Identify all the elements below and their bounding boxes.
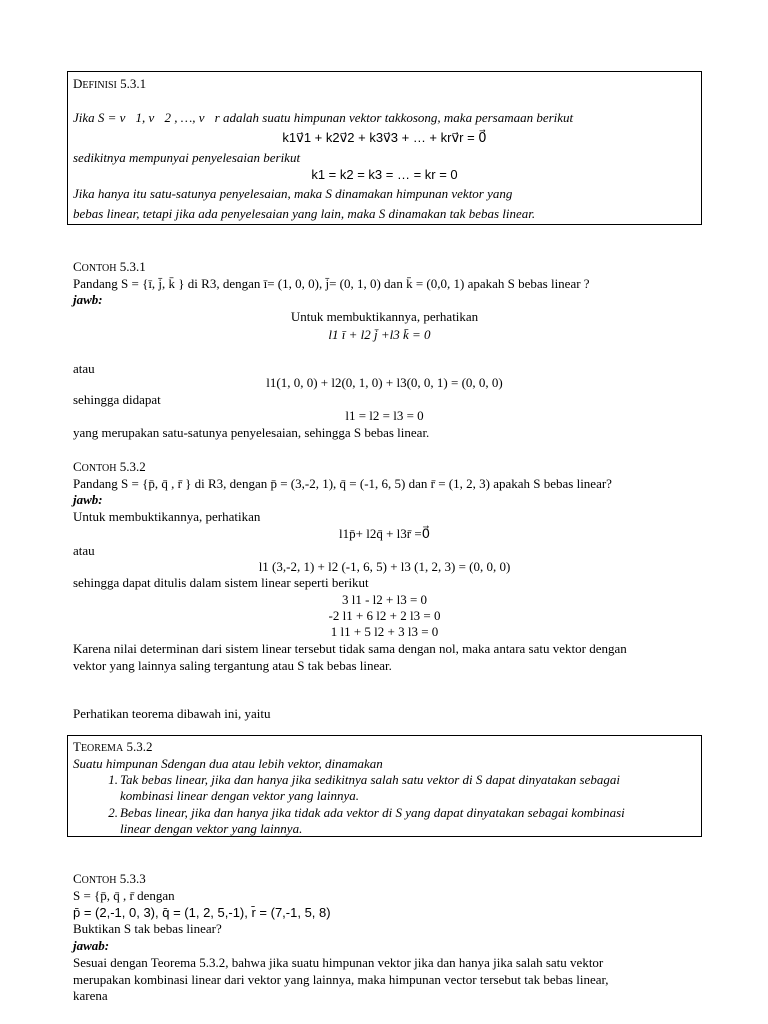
definition-box xyxy=(67,71,702,225)
answer-label: jawb: xyxy=(73,292,103,307)
example-heading: CONTOH 5.3.2 xyxy=(73,459,146,474)
definition-line: Jika S = v⃗1, v⃗2 , …, v⃗r adalah suatu himpunan vektor takkosong, maka persamaan berikut xyxy=(73,110,574,125)
answer-label: jawab: xyxy=(73,938,110,953)
theorem-item xyxy=(98,805,698,837)
theorem-item-number: 2. xyxy=(108,805,118,820)
example-text: Sesuai dengan Teorema 5.3.2, bahwa jika suatu himpunan vektor jika dan hanya jika salah satu vektor xyxy=(73,955,604,970)
example-question: Pandang S = {p̄, q̄ , r̄ } di R3, dengan p̄ = (3,-2, 1), q̄ = (-1, 6, 5) dan r̄ = (1, 2, 3) apakah S bebas linear? xyxy=(73,476,612,491)
example-text: atau xyxy=(73,543,95,558)
example-conclusion: vektor yang lainnya saling tergantung atau S tak bebas linear. xyxy=(73,658,392,673)
example-equation: l1p̄+ l2q̄ + l3r̄ =0⃗ xyxy=(339,526,430,541)
answer-label: jawb: xyxy=(73,492,103,507)
theorem-item xyxy=(98,772,698,804)
definition-equation: k1 = k2 = k3 = … = kr = 0 xyxy=(311,167,458,182)
example-text: karena xyxy=(73,988,108,1003)
example-equation: l1 = l2 = l3 = 0 xyxy=(345,408,424,423)
example-text: Untuk membuktikannya, perhatikan xyxy=(73,509,261,524)
example-text: Untuk membuktikannya, perhatikan xyxy=(290,309,479,324)
system-equation: 1 l1 + 5 l2 + 3 l3 = 0 xyxy=(330,624,439,639)
example-conclusion: Karena nilai determinan dari sistem linear tersebut tidak sama dengan nol, maka antara satu vektor dengan xyxy=(73,641,627,656)
example-question: Buktikan S tak bebas linear? xyxy=(73,921,222,936)
system-equation: 3 l1 - l2 + l3 = 0 xyxy=(341,592,428,607)
theorem-item-text: Tak bebas linear, jika dan hanya jika sedikitnya salah satu vektor di S dapat dinyatakan sebagai xyxy=(120,772,620,787)
theorem-intro-text: Perhatikan teorema dibawah ini, yaitu xyxy=(73,706,271,721)
example-heading: CONTOH 5.3.3 xyxy=(73,871,146,886)
definition-line: sedikitnya mempunyai penyelesaian berikut xyxy=(73,150,301,165)
example-equation: l1 (3,-2, 1) + l2 (-1, 6, 5) + l3 (1, 2, 3) = (0, 0, 0) xyxy=(258,559,511,574)
definition-line: bebas linear, tetapi jika ada penyelesaian yang lain, maka S dinamakan tak bebas linear. xyxy=(73,206,536,221)
example-question: Pandang S = {ī, j̄, k̄ } di R3, dengan ī= (1, 0, 0), j̄= (0, 1, 0) dan k̄ = (0,0, 1) apakah S bebas linear ? xyxy=(73,276,590,291)
example-conclusion: yang merupakan satu-satunya penyelesaian, sehingga S bebas linear. xyxy=(73,425,430,440)
definition-line: Jika hanya itu satu-satunya penyelesaian, maka S dinamakan himpunan vektor yang xyxy=(73,186,513,201)
theorem-item-text: linear dengan vektor yang lainnya. xyxy=(120,821,303,836)
example-equation: l1(1, 0, 0) + l2(0, 1, 0) + l3(0, 0, 1) = (0, 0, 0) xyxy=(266,375,503,390)
definition-heading: DEFINISI 5.3.1 xyxy=(73,76,147,91)
example-text: merupakan kombinasi linear dari vektor yang lainnya, maka himpunan vector tersebut tak bebas linear, xyxy=(73,972,609,987)
example-vectors: p̄ = (2,-1, 0, 3), q̄ = (1, 2, 5,-1), r̄ = (7,-1, 5, 8) xyxy=(73,905,331,920)
example-equation: l1 ī + l2 j̄ +l3 k̄ = 0⃗ xyxy=(328,327,441,342)
system-equation: -2 l1 + 6 l2 + 2 l3 = 0 xyxy=(328,608,441,623)
example-text: sehingga dapat ditulis dalam sistem linear seperti berikut xyxy=(73,575,369,590)
definition-equation: k1v⃗1 + k2v⃗2 + k3v⃗3 + … + krv⃗r = 0⃗ xyxy=(282,130,487,145)
theorem-heading: TEOREMA 5.3.2 xyxy=(73,739,153,754)
example-text: sehingga didapat xyxy=(73,392,161,407)
theorem-item-number: 1. xyxy=(108,772,118,787)
theorem-item-text: kombinasi linear dengan vektor yang lainnya. xyxy=(120,788,360,803)
example-set: S = {p̄, q̄ , r̄ dengan xyxy=(73,888,175,903)
theorem-item-text: Bebas linear, jika dan hanya jika tidak ada vektor di S yang dapat dinyatakan sebagai kombinasi xyxy=(120,805,625,820)
theorem-intro: Suatu himpunan Sdengan dua atau lebih vektor, dinamakan xyxy=(73,756,383,771)
example-text: atau xyxy=(73,361,95,376)
example-heading: CONTOH 5.3.1 xyxy=(73,259,146,274)
